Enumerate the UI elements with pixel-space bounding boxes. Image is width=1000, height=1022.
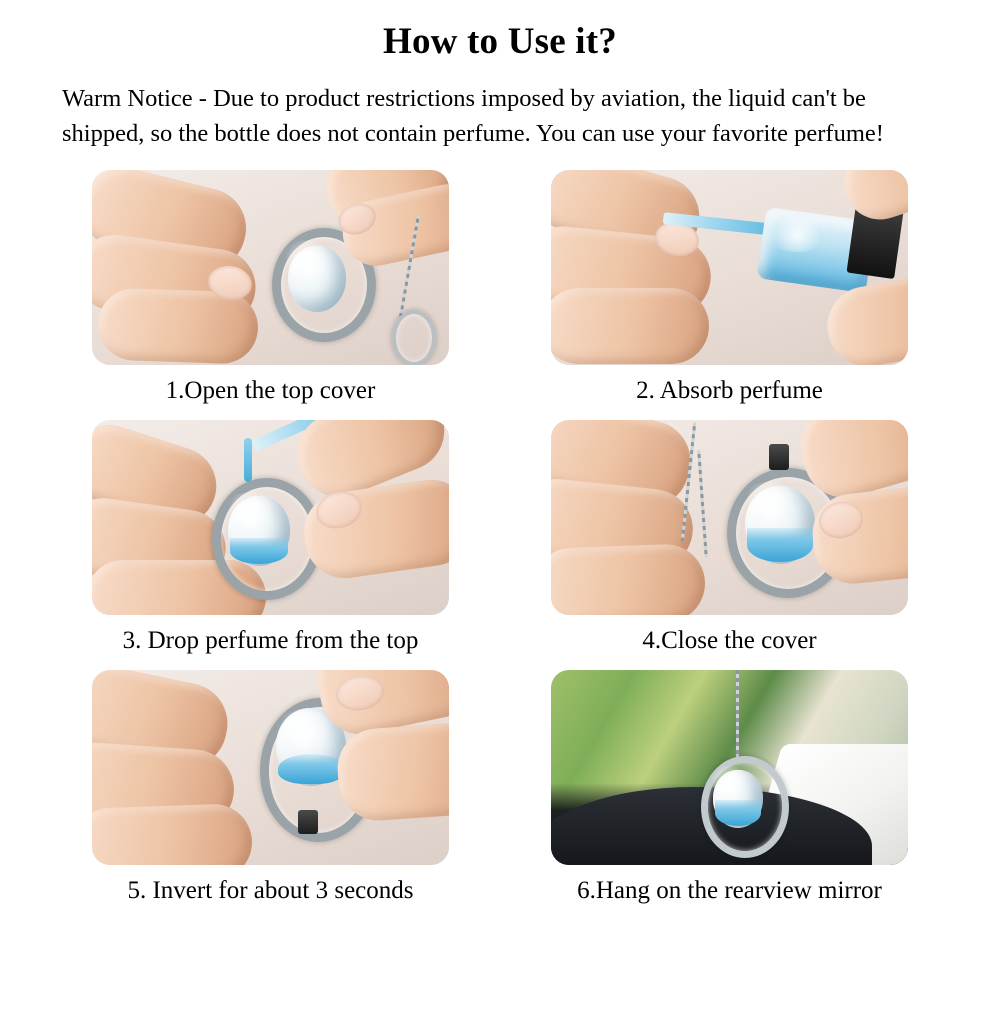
step-6-caption: 6.Hang on the rearview mirror [577,877,882,905]
step-1-caption: 1.Open the top cover [165,376,376,404]
necklace-chain [736,670,739,762]
step-item-1 [52,170,489,414]
perfume-liquid [278,754,344,784]
perfume-liquid [747,528,813,562]
hand-finger [551,543,706,615]
step-2-caption: 2. Absorb perfume [636,376,823,404]
step-5-photo [92,670,449,865]
step-item-6 [511,670,948,914]
necklace-chain-loop [392,310,436,365]
hand-finger [335,721,449,823]
perfume-bottle [288,246,346,312]
step-5-caption: 5. Invert for about 3 seconds [127,877,414,905]
step-1-photo [92,170,449,365]
step-4-caption: 4.Close the cover [642,626,817,654]
bottle-top-cover [769,444,789,470]
perfume-drop-stream [244,438,252,482]
step-2-photo [551,170,908,365]
bottle-top-cover [298,810,318,834]
perfume-liquid [230,538,288,564]
warm-notice-text: Warm Notice - Due to product restrictions imposed by aviation, the liquid can't be shipped, so the bottle does not contain perfume. You can use your favorite perfume! [62,84,884,148]
hand-finger [551,288,709,364]
steps-grid [0,170,1000,915]
page-title: How to Use it? [382,21,617,62]
step-item-5 [52,670,489,914]
step-4-photo [551,420,908,615]
step-item-2 [511,170,948,414]
step-item-3 [52,420,489,664]
step-item-4 [511,420,948,664]
hand-finger [92,803,253,865]
how-to-use-infographic [0,22,1000,1022]
step-6-photo [551,670,908,865]
step-3-caption: 3. Drop perfume from the top [122,626,419,654]
step-3-photo [92,420,449,615]
